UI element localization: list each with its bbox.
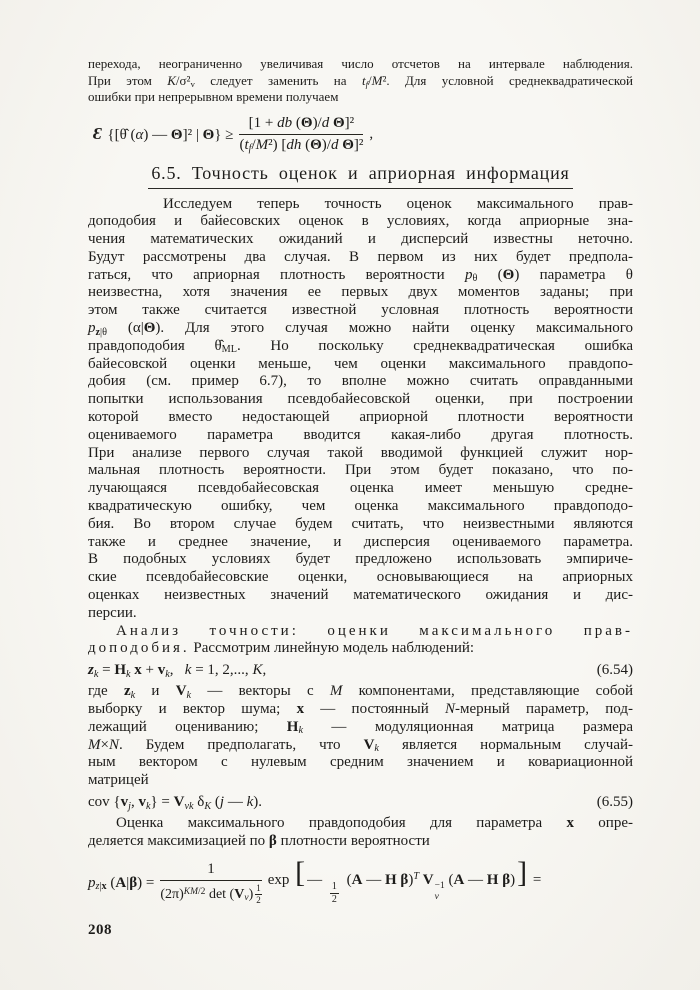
text-line: гаться, что априорная плотность вероятности $p_\theta$ (Θ) параметра θ — [88, 266, 633, 285]
formula-crlb-lhs: Ɛ {[θ̂ (α) — Θ]² | Θ} ≥ — [93, 124, 234, 143]
fraction-denominator: $(2\pi)^{KM/2}$ $\det (V_v)$ $\frac{1}{2}$ — [160, 882, 261, 905]
text-line: Исследуем теперь точность оценок максимального прав- — [163, 195, 633, 212]
fraction — [160, 861, 261, 906]
text-line: M×N. Будем предполагать, что $V_k$ является нормальным случай- — [88, 736, 633, 755]
prev-section-tail — [88, 56, 633, 106]
text-line: этом также считается известной условная плотность вероятности — [88, 302, 633, 319]
formula-crlb-tail: , — [369, 125, 374, 142]
fraction — [239, 115, 363, 154]
paragraph-analysis — [88, 623, 633, 659]
equation-654-body: $z_k = H_k$ $x + v_k$, k = 1, 2,..., K, — [88, 662, 267, 680]
text-line: $p_{z|\theta}$ (α|Θ). Для этого случая можно найти оценку максимального — [88, 320, 634, 338]
text-line: доподобия. Рассмотрим линейную модель наблюдений: — [88, 640, 475, 657]
fraction-numerator: [1 + db (Θ)/d Θ]² — [239, 115, 363, 135]
text-line: матрицей — [88, 772, 149, 789]
text-line: оценках неизвестных значений математического ожидания и дис- — [88, 587, 633, 604]
text-line: выборку и вектор шума; x — постоянный N-мерный параметр, под- — [88, 701, 633, 718]
paragraph-model-description — [88, 683, 633, 790]
script-E-symbol: Ɛ — [93, 124, 102, 143]
text-line: которой вместо недостающей априорной плотности вероятности — [88, 409, 633, 426]
text-line: ские псевдобайесовские оценки, основывающиеся на априорных — [88, 569, 633, 586]
text-line: байесовской оценки меньше, чем оценки максимального правдопо- — [88, 355, 633, 372]
section-heading: 6.5. Точность оценок и априорная информация — [148, 163, 572, 189]
equation-655-number: (6.55) — [596, 794, 633, 810]
text-line: мальная плотность вероятности. При этом будет показано, что по- — [88, 462, 633, 479]
formula-density-lhs: $p_{z|x}$ (A|β) = — [88, 874, 155, 893]
text-line: В подобных условиях будет предложено использовать эмпириче- — [88, 551, 633, 568]
formula-density — [88, 855, 633, 906]
text-line: также и среднее значение, и дисперсия оцениваемого параметра. — [88, 533, 633, 550]
text-line: ным вектором с нулевым средним значением и ковариационной — [88, 754, 633, 771]
fraction-denominator: $(t_f/M^2)$ [dh (Θ)/d Θ]² — [239, 136, 364, 155]
text-line: доподобия и байесовских оценок в условиях, когда априорные зна- — [88, 213, 633, 230]
text-line: бия. Во втором случае будем считать, что неизвестными являются — [88, 515, 633, 532]
formula-crlb — [88, 115, 633, 154]
text-line: При анализе первого случая такой вводимой функцией служит нор- — [88, 444, 633, 461]
equation-655 — [88, 794, 633, 811]
equation-654 — [88, 662, 633, 679]
text-line: где $z_k$ и $V_k$ — векторы с M компонентами, представляющие собой — [88, 683, 633, 701]
text-line: лежащий оцениванию; $H_k$ — модуляционная матрица размера — [88, 718, 633, 737]
text-line: правдоподобия $\thetâ_{ML}$. Но поскольку среднеквадратическая ошибка — [88, 337, 634, 356]
fraction-numerator: 1 — [160, 861, 261, 881]
text-line: чения математических ожиданий и дисперсий известны неточно. — [88, 231, 633, 248]
text-line: Анализ точности: оценки максимального прав- — [116, 622, 633, 639]
text-line: неизвестна, хотя значения ее первых двух моментов заданы; при — [88, 284, 633, 301]
text-line: попытки использования псевдобайесовской оценки, при построении — [88, 391, 633, 408]
paragraph-intro — [88, 196, 633, 623]
text-line: При этом $K/\sigma^2_v$ следует заменить на $t_f/M^2$. Для условной среднеквадратической — [88, 72, 633, 89]
text-line: перехода, неограниченно увеличивая число отсчетов на интервале наблюдения. — [88, 56, 633, 71]
text-line: ошибки при непрерывном времени получаем — [88, 89, 339, 104]
formula-density-exp: exp [ — $\frac{1}{2}$ (A — H β)$^T$ V −1 v (A — H β)] = — [267, 855, 542, 905]
text-column — [88, 56, 633, 906]
text-line: деляется максимизацией по β плотности вероятности — [88, 832, 430, 849]
text-line: добия (см. пример 6.7), то вполне можно считать оправданными — [88, 373, 633, 390]
equation-654-number: (6.54) — [596, 662, 633, 679]
equation-655-body: cov {$v_j$, $v_k\} = V_{vk}$ $\delta_K$ (j — k). — [88, 794, 263, 812]
text-line: персии. — [88, 604, 137, 621]
text-line: оцениваемого параметра вводится какая-либо другая плотность. — [88, 426, 633, 443]
text-line: Оценка максимального правдоподобия для параметра x опре- — [116, 815, 633, 831]
section-heading-row — [88, 163, 633, 189]
text-line: Будут рассмотрены два случая. В первом из них будет предпола- — [88, 248, 633, 265]
page-number: 208 — [88, 922, 112, 938]
text-line: квадратическую ошибку, чем оценка максимального правдоподо- — [88, 498, 633, 515]
text-line: лучающаяся псевдобайесовская оценка имеет меньшую средне- — [88, 480, 633, 497]
paragraph-ml-intro — [88, 815, 633, 851]
